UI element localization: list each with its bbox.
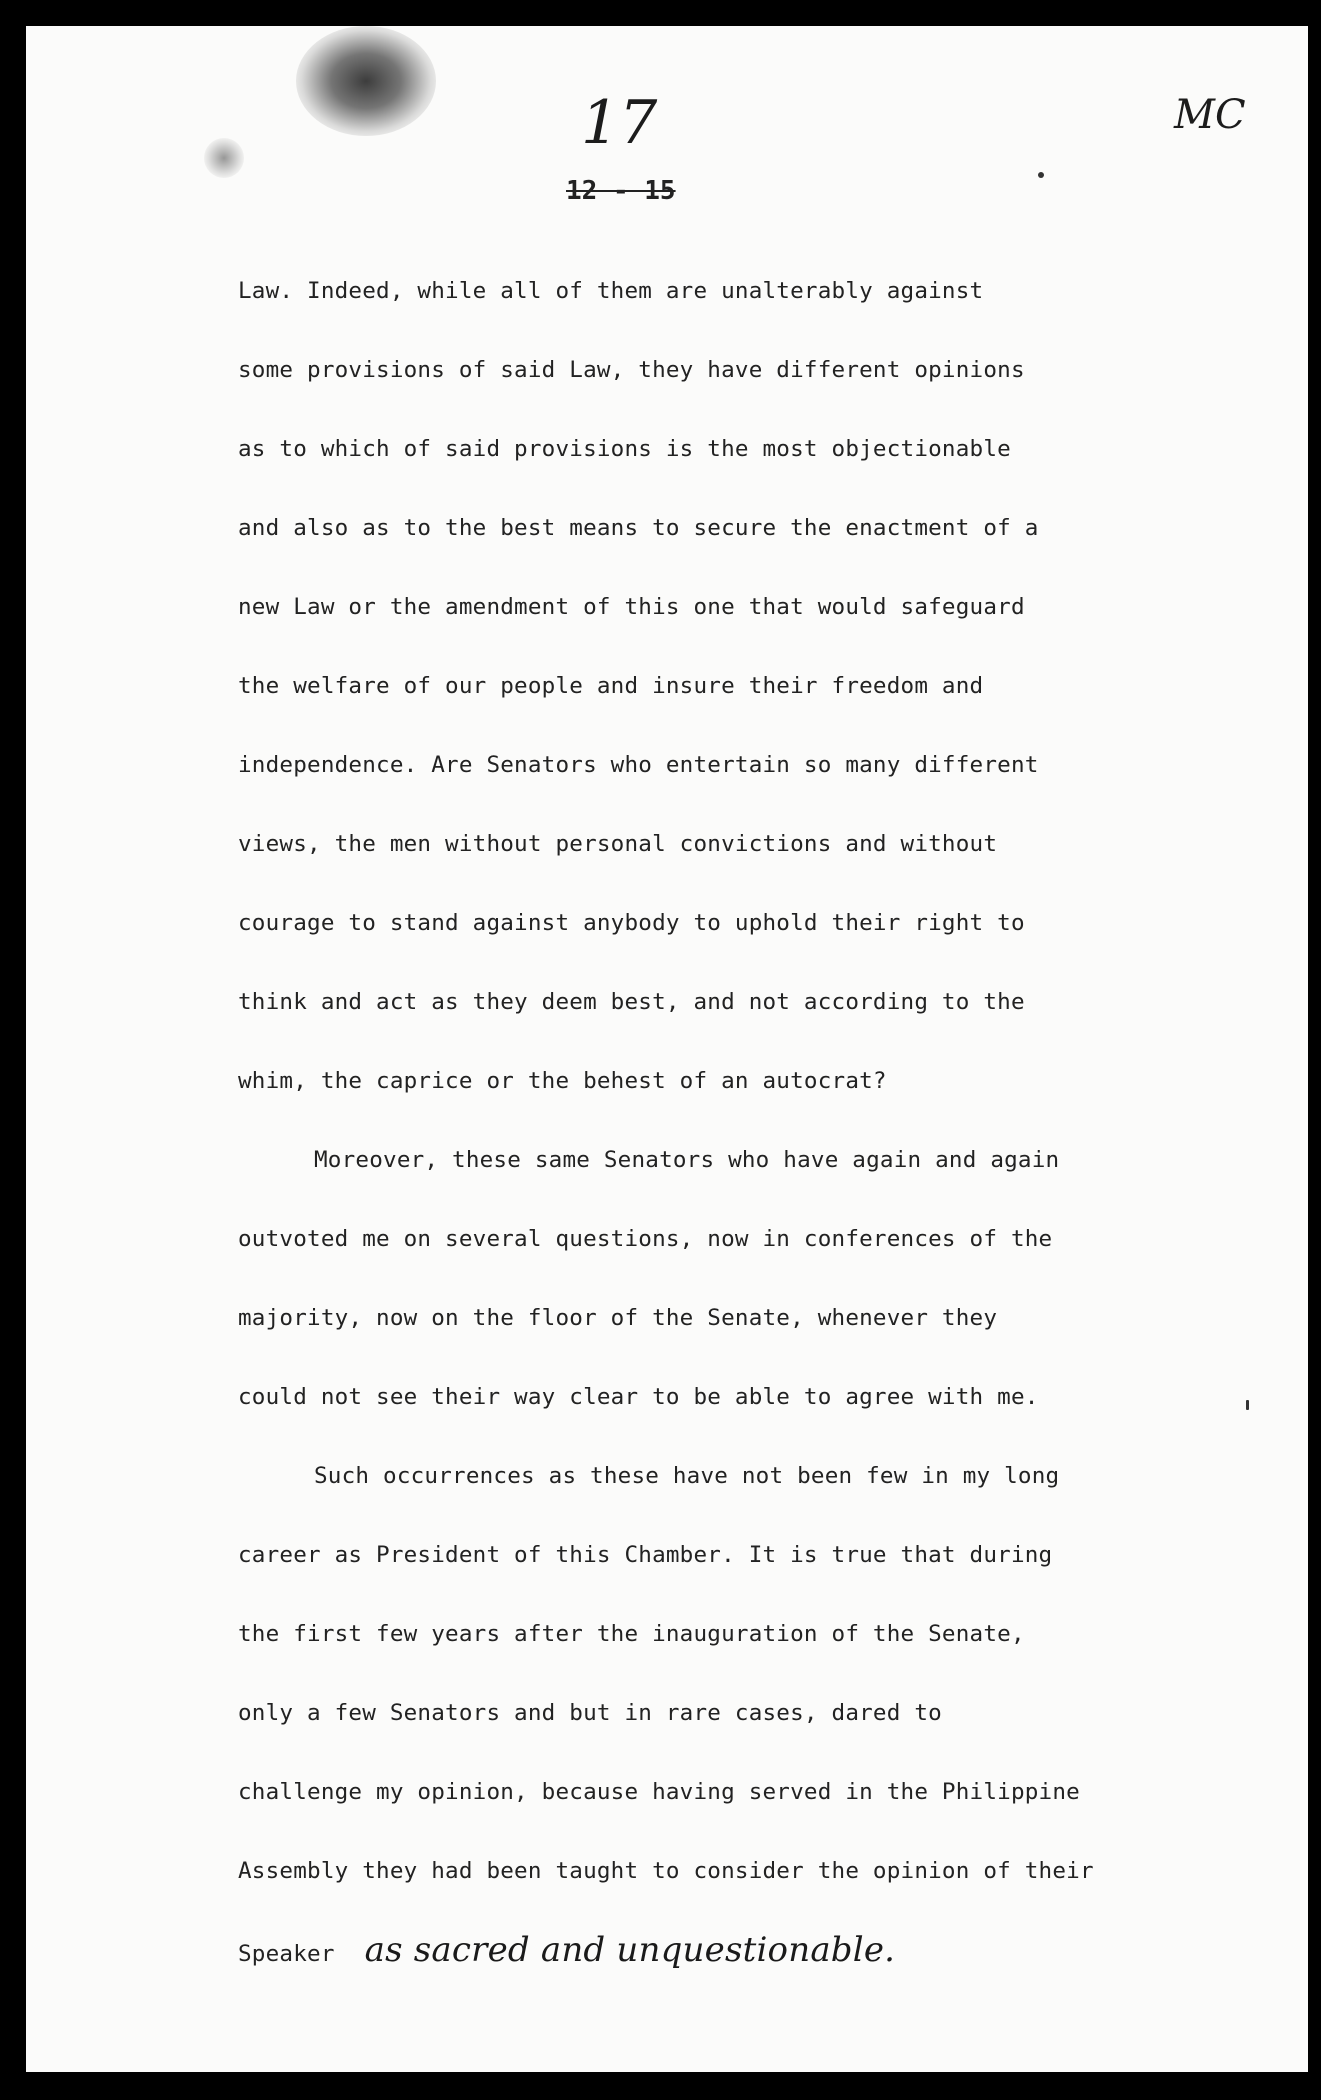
handwritten-insertion: as sacred and unquestionable.: [364, 1930, 896, 1970]
paragraph-start-line: Moreover, these same Senators who have again and again: [314, 1147, 1060, 1173]
handwritten-page-number: 17: [581, 88, 658, 158]
final-line-typed: Speaker: [238, 1941, 335, 1967]
text-line: new Law or the amendment of this one that would safeguard: [238, 594, 1025, 620]
stray-mark: [1038, 172, 1044, 178]
text-line: think and act as they deem best, and not according to the: [238, 989, 1025, 1015]
text-line: the welfare of our people and insure their freedom and: [238, 673, 984, 699]
text-line: challenge my opinion, because having served in the Philippine: [238, 1779, 1080, 1805]
handwritten-initials: MC: [1174, 92, 1246, 138]
text-line: only a few Senators and but in rare cases, dared to: [238, 1700, 942, 1726]
ink-smudge: [296, 26, 436, 136]
text-line: the first few years after the inauguration of the Senate,: [238, 1621, 1025, 1647]
text-line: some provisions of said Law, they have different opinions: [238, 357, 1025, 383]
final-line: [238, 1930, 895, 1970]
typed-page-number: 12 - 15: [566, 176, 676, 206]
text-line: Law. Indeed, while all of them are unalterably against: [238, 278, 984, 304]
text-line: majority, now on the floor of the Senate, whenever they: [238, 1305, 998, 1331]
text-line: could not see their way clear to be able to agree with me.: [238, 1384, 1039, 1410]
document-page: [26, 26, 1308, 2072]
text-line: and also as to the best means to secure the enactment of a: [238, 515, 1039, 541]
text-line: views, the men without personal convictions and without: [238, 831, 998, 857]
ink-smudge-small: [204, 138, 244, 178]
text-line: outvoted me on several questions, now in conferences of the: [238, 1226, 1053, 1252]
text-line: as to which of said provisions is the most objectionable: [238, 436, 1011, 462]
stray-mark: [1246, 1400, 1249, 1410]
text-line: whim, the caprice or the behest of an autocrat?: [238, 1068, 887, 1094]
text-line: career as President of this Chamber. It is true that during: [238, 1542, 1053, 1568]
text-line: Assembly they had been taught to consider the opinion of their: [238, 1858, 1094, 1884]
text-line: independence. Are Senators who entertain so many different: [238, 752, 1039, 778]
paragraph-start-line: Such occurrences as these have not been few in my long: [314, 1463, 1060, 1489]
text-line: courage to stand against anybody to uphold their right to: [238, 910, 1025, 936]
